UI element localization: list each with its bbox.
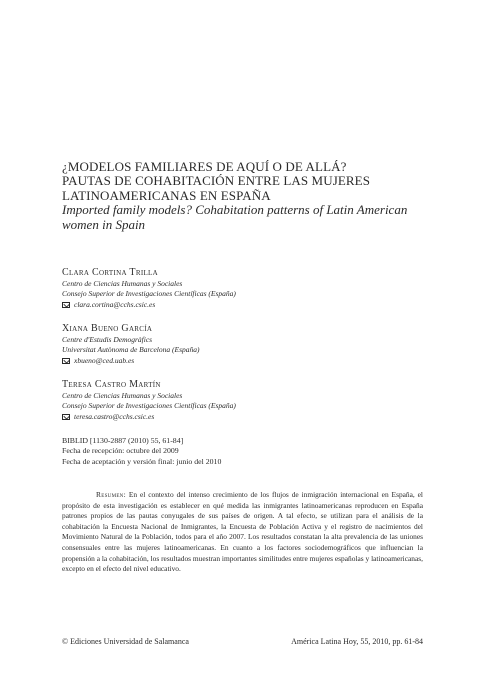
- title-en-line-2: women in Spain: [62, 216, 146, 232]
- author-block: [62, 267, 422, 310]
- article-title-block: [62, 160, 422, 232]
- title-es-line-2: PAUTAS DE COHABITACIÓN ENTRE LAS MUJERES: [62, 173, 371, 189]
- title-es-line-3: LATINOAMERICANAS EN ESPAÑA: [62, 187, 271, 203]
- author-name: Xiana Bueno García: [62, 323, 153, 334]
- acceptance-date: Fecha de aceptación y versión final: junio del 2010: [62, 456, 222, 466]
- author-affiliation: Centre d'Estudis Demogràfics: [62, 334, 153, 344]
- biblid-reference: BIBLID [1130-2887 (2010) 55, 61-84]: [62, 436, 184, 445]
- title-en-line-1: Imported family models? Cohabitation patterns of Latin American: [62, 202, 408, 218]
- author-email-row: [62, 412, 422, 423]
- footer-citation: América Latina Hoy, 55, 2010, pp. 61-84: [291, 637, 423, 646]
- author-email-row: [62, 356, 422, 367]
- envelope-icon: [62, 414, 70, 420]
- reception-date: Fecha de recepción: octubre del 2009: [62, 446, 179, 456]
- author-affiliation: Universitat Autònoma de Barcelona (España): [62, 345, 200, 354]
- author-list: [62, 267, 422, 435]
- author-name: Teresa Castro Martín: [62, 379, 161, 390]
- author-affiliation: Centro de Ciencias Humanas y Sociales: [62, 278, 183, 288]
- author-block: [62, 379, 422, 422]
- abstract-text: En el contexto del intenso crecimiento de los flujos de inmigración internacional en España, el propósito de esta investigación es establecer en qué medida las inmigrantes latinoamericanas reproducen en España patrones propios de las pautas conyugales de sus países de origen. A tal efecto, se utilizan para el análisis de la cohabitación la Encuesta Nacional de Inmigrantes, la Encuesta de Población Activa y el registro de nacimientos del Movimiento Natural de la Población, todos para el año 2007. Los resultados constatan la alta prevalencia de las uniones consensuales entre las mujeres latinoamericanas. En cuanto a los factores sociodemográficos que influencian la propensión a la cohabitación, los resultados muestran importantes similitudes entre mujeres españolas y latinoamericanas, excepto en el efecto del nivel educativo.: [62, 490, 423, 574]
- envelope-icon: [62, 302, 70, 308]
- footer-publisher: © Ediciones Universidad de Salamanca: [62, 637, 189, 646]
- author-name: Clara Cortina Trilla: [62, 267, 158, 278]
- author-affiliation: Consejo Superior de Investigaciones Científicas (España): [62, 401, 236, 410]
- author-block: [62, 323, 422, 366]
- author-email[interactable]: xbueno@ced.uab.es: [74, 355, 135, 365]
- biblid-block: [62, 436, 422, 467]
- author-email[interactable]: clara.cortina@cchs.csic.es: [74, 299, 156, 309]
- author-affiliation: Centro de Ciencias Humanas y Sociales: [62, 390, 183, 400]
- author-email-row: [62, 300, 422, 311]
- abstract-label: Resumen:: [96, 490, 126, 499]
- abstract: [62, 490, 423, 575]
- title-es-line-1: ¿MODELOS FAMILIARES DE AQUÍ O DE ALLÁ?: [62, 159, 347, 174]
- envelope-icon: [62, 358, 70, 364]
- author-email[interactable]: teresa.castro@cchs.csic.es: [74, 411, 155, 421]
- author-affiliation: Consejo Superior de Investigaciones Científicas (España): [62, 289, 236, 298]
- page-footer: [62, 636, 423, 648]
